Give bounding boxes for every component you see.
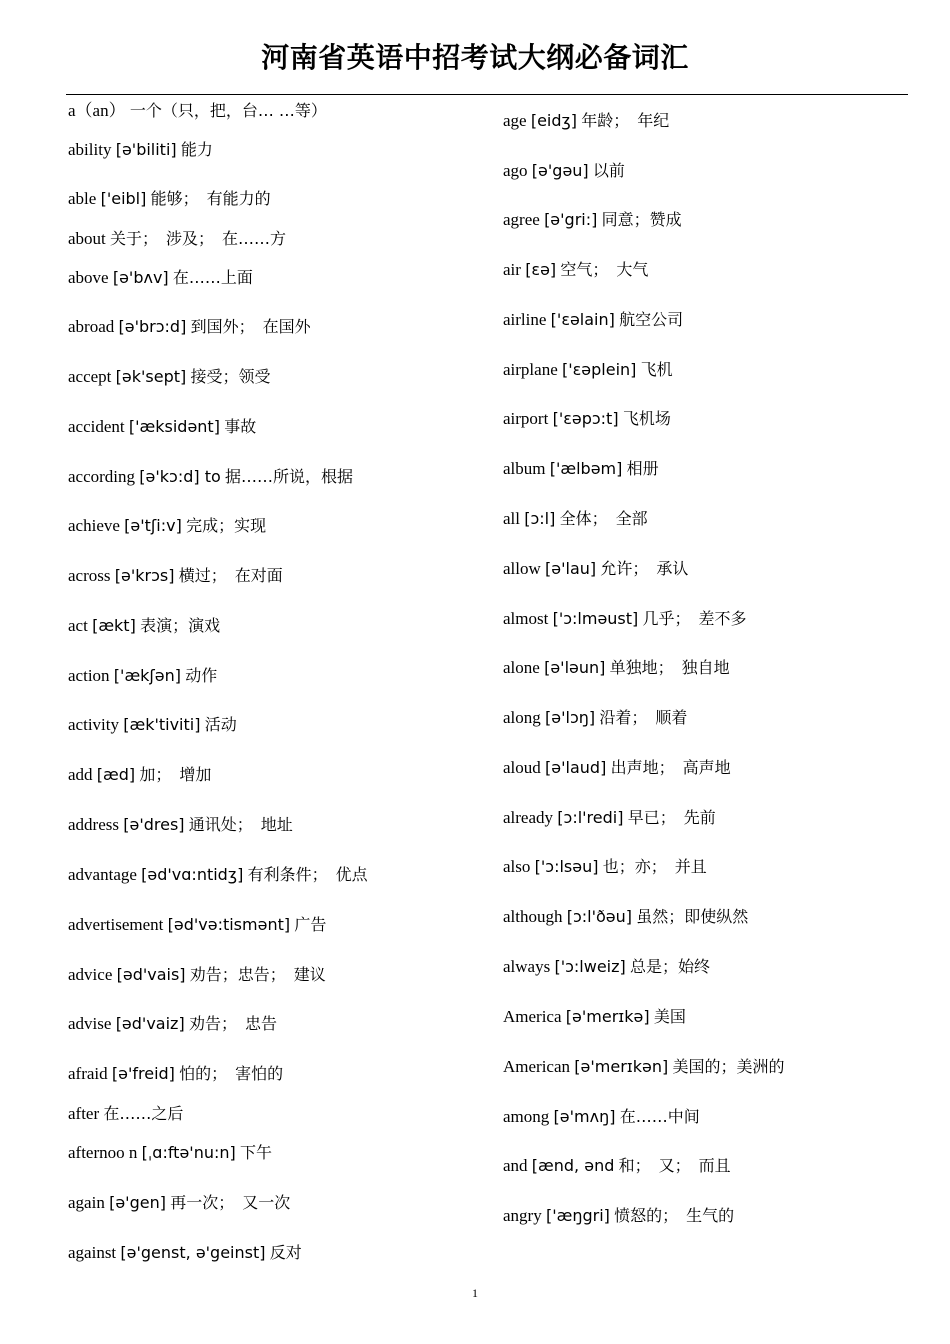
entry-meaning: 飞机场 xyxy=(622,409,671,428)
entry-word: album xyxy=(503,459,546,478)
entry-phonetic: [ænd, ənd xyxy=(531,1156,615,1175)
entry-meaning: 劝告；忠告； 建议 xyxy=(189,965,326,984)
vocab-entry xyxy=(503,1056,784,1078)
entry-meaning: 和； 又； 而且 xyxy=(618,1156,731,1175)
entry-word: according xyxy=(68,467,136,486)
entry-meaning: 空气； 大气 xyxy=(560,260,649,279)
vocab-entry xyxy=(68,1192,290,1214)
entry-word: advertisement xyxy=(68,915,164,934)
vocab-entry xyxy=(503,359,673,381)
entry-word: after xyxy=(68,1104,100,1123)
entry-word: agree xyxy=(503,210,540,229)
vocab-entry xyxy=(503,1155,731,1177)
entry-meaning: 表演；演戏 xyxy=(140,616,221,635)
entry-word: achieve xyxy=(68,516,120,535)
entry-word: alone xyxy=(503,658,540,677)
entry-word: angry xyxy=(503,1206,542,1225)
entry-phonetic: [æd] xyxy=(96,765,136,784)
entry-meaning: 相册 xyxy=(626,459,659,478)
entry-phonetic: [əd'vais] xyxy=(116,965,186,984)
entry-phonetic: [ə'ləun] xyxy=(544,658,606,677)
entry-phonetic: [ə'krɔs] xyxy=(114,566,175,585)
vocab-entry xyxy=(68,665,217,687)
entry-phonetic: [ə'dres] xyxy=(123,815,185,834)
entry-meaning: 同意；赞成 xyxy=(601,210,682,229)
entry-phonetic: [ə'laud] xyxy=(545,758,607,777)
entry-meaning: 据……所说，根据 xyxy=(225,467,354,486)
entry-word: able xyxy=(68,189,97,208)
entry-phonetic: [ɔ:l'redi] xyxy=(557,808,624,827)
entry-word: all xyxy=(503,509,520,528)
title-divider xyxy=(66,94,908,95)
entry-word: airplane xyxy=(503,360,558,379)
entry-meaning: 也；亦； 并且 xyxy=(602,857,707,876)
entry-phonetic: [ɔ:l] xyxy=(524,509,556,528)
entry-word: aloud xyxy=(503,758,541,777)
entry-meaning: 以前 xyxy=(592,161,625,180)
entry-phonetic: [ə'tʃi:v] xyxy=(124,516,182,535)
vocab-entry xyxy=(68,1142,272,1164)
entry-word: advantage xyxy=(68,865,137,884)
entry-word: America xyxy=(503,1007,562,1026)
entry-meaning: 愤怒的； 生气的 xyxy=(614,1206,735,1225)
vocab-entry xyxy=(503,508,648,530)
vocab-entry xyxy=(503,956,710,978)
entry-meaning: 接受；领受 xyxy=(190,367,271,386)
entry-meaning: 年龄； 年纪 xyxy=(581,111,670,130)
entry-phonetic: [əd'vɑ:ntidʒ] xyxy=(141,865,244,884)
entry-phonetic: [ə'gri:] xyxy=(544,210,598,229)
entry-meaning: 虽然；即使纵然 xyxy=(636,907,749,926)
entry-word: again xyxy=(68,1193,105,1212)
vocab-entry xyxy=(68,864,368,886)
vocab-entry xyxy=(68,714,237,736)
vocab-entry xyxy=(68,1103,183,1125)
entry-meaning: 在……中间 xyxy=(619,1107,700,1126)
page-title: 河南省英语中招考试大纲必备词汇 xyxy=(261,41,689,74)
entry-phonetic: [ækt] xyxy=(92,616,136,635)
vocab-entry xyxy=(503,408,671,430)
vocab-entry xyxy=(68,964,326,986)
vocab-entry xyxy=(68,188,271,210)
vocab-entry xyxy=(68,267,253,289)
vocab-entry xyxy=(68,914,326,936)
entry-phonetic: [ə'lɔŋ] xyxy=(545,708,596,727)
entry-meaning: 能力 xyxy=(180,140,213,159)
vocab-entry xyxy=(68,228,286,250)
entry-meaning: 到国外； 在国外 xyxy=(190,317,311,336)
entry-word: and xyxy=(503,1156,528,1175)
entry-meaning: 在……上面 xyxy=(172,268,253,287)
vocab-entry xyxy=(503,558,688,580)
vocab-entry xyxy=(503,807,716,829)
entry-phonetic: ['æŋgri] xyxy=(545,1206,610,1225)
entry-word: airline xyxy=(503,310,547,329)
entry-phonetic: [ɔ:l'ðəu] xyxy=(566,907,633,926)
entry-word: accept xyxy=(68,367,112,386)
entry-phonetic: [ə'bʌv] xyxy=(112,268,169,287)
entry-phonetic: [ə'merɪkə] xyxy=(565,1007,650,1026)
entry-meaning: 横过； 在对面 xyxy=(178,566,283,585)
entry-word: activity xyxy=(68,715,119,734)
vocab-entry xyxy=(503,707,687,729)
entry-meaning: 美国的；美洲的 xyxy=(672,1057,785,1076)
entry-phonetic: ['ɔ:lweiz] xyxy=(554,957,626,976)
vocab-entry xyxy=(68,139,213,161)
entry-meaning: 有利条件； 优点 xyxy=(247,865,368,884)
entry-meaning: 出声地； 高声地 xyxy=(610,758,731,777)
entry-word: across xyxy=(68,566,111,585)
entry-word: advise xyxy=(68,1014,112,1033)
entry-word: address xyxy=(68,815,119,834)
page-number: 1 xyxy=(472,1286,478,1300)
entry-phonetic: ['eibl] xyxy=(100,189,147,208)
entry-meaning: 美国 xyxy=(653,1007,686,1026)
entry-phonetic: [æk'tiviti] xyxy=(123,715,201,734)
entry-phonetic: ['ælbəm] xyxy=(549,459,623,478)
vocab-entry xyxy=(68,316,311,338)
vocab-entry xyxy=(68,100,327,122)
entry-meaning: 怕的； 害怕的 xyxy=(179,1064,284,1083)
entry-word: afraid xyxy=(68,1064,108,1083)
entry-meaning: 下午 xyxy=(240,1143,273,1162)
vocab-entry xyxy=(68,615,220,637)
entry-phonetic: [eidʒ] xyxy=(530,111,578,130)
entry-phonetic: [ə'mʌŋ] xyxy=(553,1107,616,1126)
entry-meaning: 沿着； 顺着 xyxy=(599,708,688,727)
vocab-entry xyxy=(68,565,283,587)
entry-meaning: 在……之后 xyxy=(103,1104,184,1123)
entry-meaning: 活动 xyxy=(204,715,237,734)
entry-meaning: 早已； 先前 xyxy=(627,808,716,827)
entry-word: airport xyxy=(503,409,549,428)
entry-word: ability xyxy=(68,140,112,159)
entry-phonetic: [əd'və:tismənt] xyxy=(167,915,291,934)
entry-word: always xyxy=(503,957,551,976)
entry-phonetic: ['ɛəlain] xyxy=(550,310,615,329)
vocab-entry xyxy=(68,1242,302,1264)
entry-meaning: 飞机 xyxy=(640,360,673,379)
entry-phonetic: ['ɔ:lsəu] xyxy=(534,857,599,876)
entry-word: above xyxy=(68,268,109,287)
entry-meaning: 广告 xyxy=(294,915,327,934)
vocab-entry xyxy=(503,608,747,630)
entry-meaning: 总是；始终 xyxy=(630,957,711,976)
vocab-entry xyxy=(68,764,211,786)
entry-word: already xyxy=(503,808,554,827)
entry-meaning: 事故 xyxy=(224,417,257,436)
entry-phonetic: [ə'lau] xyxy=(545,559,597,578)
entry-word: American xyxy=(503,1057,571,1076)
entry-meaning: 通讯处； 地址 xyxy=(188,815,293,834)
entry-word: against xyxy=(68,1243,117,1262)
entry-word: although xyxy=(503,907,563,926)
entry-phonetic: ['ɔ:lməust] xyxy=(552,609,639,628)
vocab-entry xyxy=(503,906,748,928)
vocab-entry xyxy=(503,458,659,480)
vocab-entry xyxy=(68,814,293,836)
entry-phonetic: [ə'gen] xyxy=(109,1193,166,1212)
entry-word: afternoo n xyxy=(68,1143,138,1162)
entry-phonetic: [ˌɑ:ftə'nu:n] xyxy=(141,1143,236,1162)
entry-meaning: 航空公司 xyxy=(619,310,684,329)
entry-meaning: 动作 xyxy=(185,666,218,685)
entry-phonetic: [ə'kɔ:d] to xyxy=(139,467,221,486)
vocab-entry xyxy=(503,209,682,231)
entry-word: also xyxy=(503,857,531,876)
entry-word: age xyxy=(503,111,527,130)
entry-word: along xyxy=(503,708,541,727)
entry-word: air xyxy=(503,260,521,279)
vocab-entry xyxy=(503,1106,700,1128)
entry-phonetic: ['ɛəplein] xyxy=(562,360,637,379)
entry-word: about xyxy=(68,229,106,248)
entry-phonetic: [ək'sept] xyxy=(115,367,187,386)
entry-meaning: 反对 xyxy=(269,1243,302,1262)
entry-phonetic: [ə'genst, ə'geinst] xyxy=(120,1243,266,1262)
entry-word: action xyxy=(68,666,110,685)
vocab-entry xyxy=(68,416,256,438)
entry-phonetic: [ə'gəu] xyxy=(531,161,589,180)
entry-word: ago xyxy=(503,161,528,180)
entry-phonetic: [ɛə] xyxy=(525,260,557,279)
vocab-entry xyxy=(503,1006,686,1028)
entry-word: a（an） xyxy=(68,101,126,120)
entry-meaning: 再一次； 又一次 xyxy=(170,1193,291,1212)
vocab-entry xyxy=(68,515,266,537)
vocab-entry xyxy=(503,757,731,779)
vocab-entry xyxy=(503,309,683,331)
entry-phonetic: ['ɛəpɔ:t] xyxy=(552,409,619,428)
entry-word: almost xyxy=(503,609,549,628)
entry-meaning: 劝告； 忠告 xyxy=(188,1014,277,1033)
vocab-entry xyxy=(503,856,707,878)
entry-phonetic: ['æksidənt] xyxy=(128,417,220,436)
entry-phonetic: [ə'brɔ:d] xyxy=(118,317,187,336)
entry-meaning: 关于； 涉及； 在……方 xyxy=(110,229,287,248)
entry-meaning: 全体； 全部 xyxy=(559,509,648,528)
entry-word: allow xyxy=(503,559,541,578)
entry-meaning: 加； 增加 xyxy=(139,765,212,784)
entry-meaning: 几乎； 差不多 xyxy=(642,609,747,628)
vocab-entry xyxy=(503,110,669,132)
vocab-entry xyxy=(503,259,648,281)
vocab-entry xyxy=(503,160,625,182)
entry-phonetic: [ə'freid] xyxy=(111,1064,175,1083)
entry-phonetic: [ə'merɪkən] xyxy=(574,1057,669,1076)
entry-phonetic: ['ækʃən] xyxy=(113,666,182,685)
entry-word: advice xyxy=(68,965,113,984)
entry-meaning: 能够； 有能力的 xyxy=(150,189,271,208)
vocab-entry xyxy=(68,466,353,488)
entry-word: abroad xyxy=(68,317,115,336)
vocab-entry xyxy=(68,1063,283,1085)
entry-meaning: 允许； 承认 xyxy=(600,559,689,578)
vocab-entry xyxy=(503,657,730,679)
entry-meaning: 完成；实现 xyxy=(186,516,267,535)
entry-word: act xyxy=(68,616,88,635)
entry-word: accident xyxy=(68,417,125,436)
entry-meaning: 单独地； 独自地 xyxy=(609,658,730,677)
entry-phonetic: [ə'biliti] xyxy=(115,140,177,159)
vocab-entry xyxy=(503,1205,734,1227)
vocab-entry xyxy=(68,366,271,388)
entry-phonetic: [əd'vaiz] xyxy=(115,1014,185,1033)
vocab-entry xyxy=(68,1013,277,1035)
entry-word: among xyxy=(503,1107,550,1126)
entry-meaning: 一个（只，把，台… …等） xyxy=(129,101,327,120)
entry-word: add xyxy=(68,765,93,784)
